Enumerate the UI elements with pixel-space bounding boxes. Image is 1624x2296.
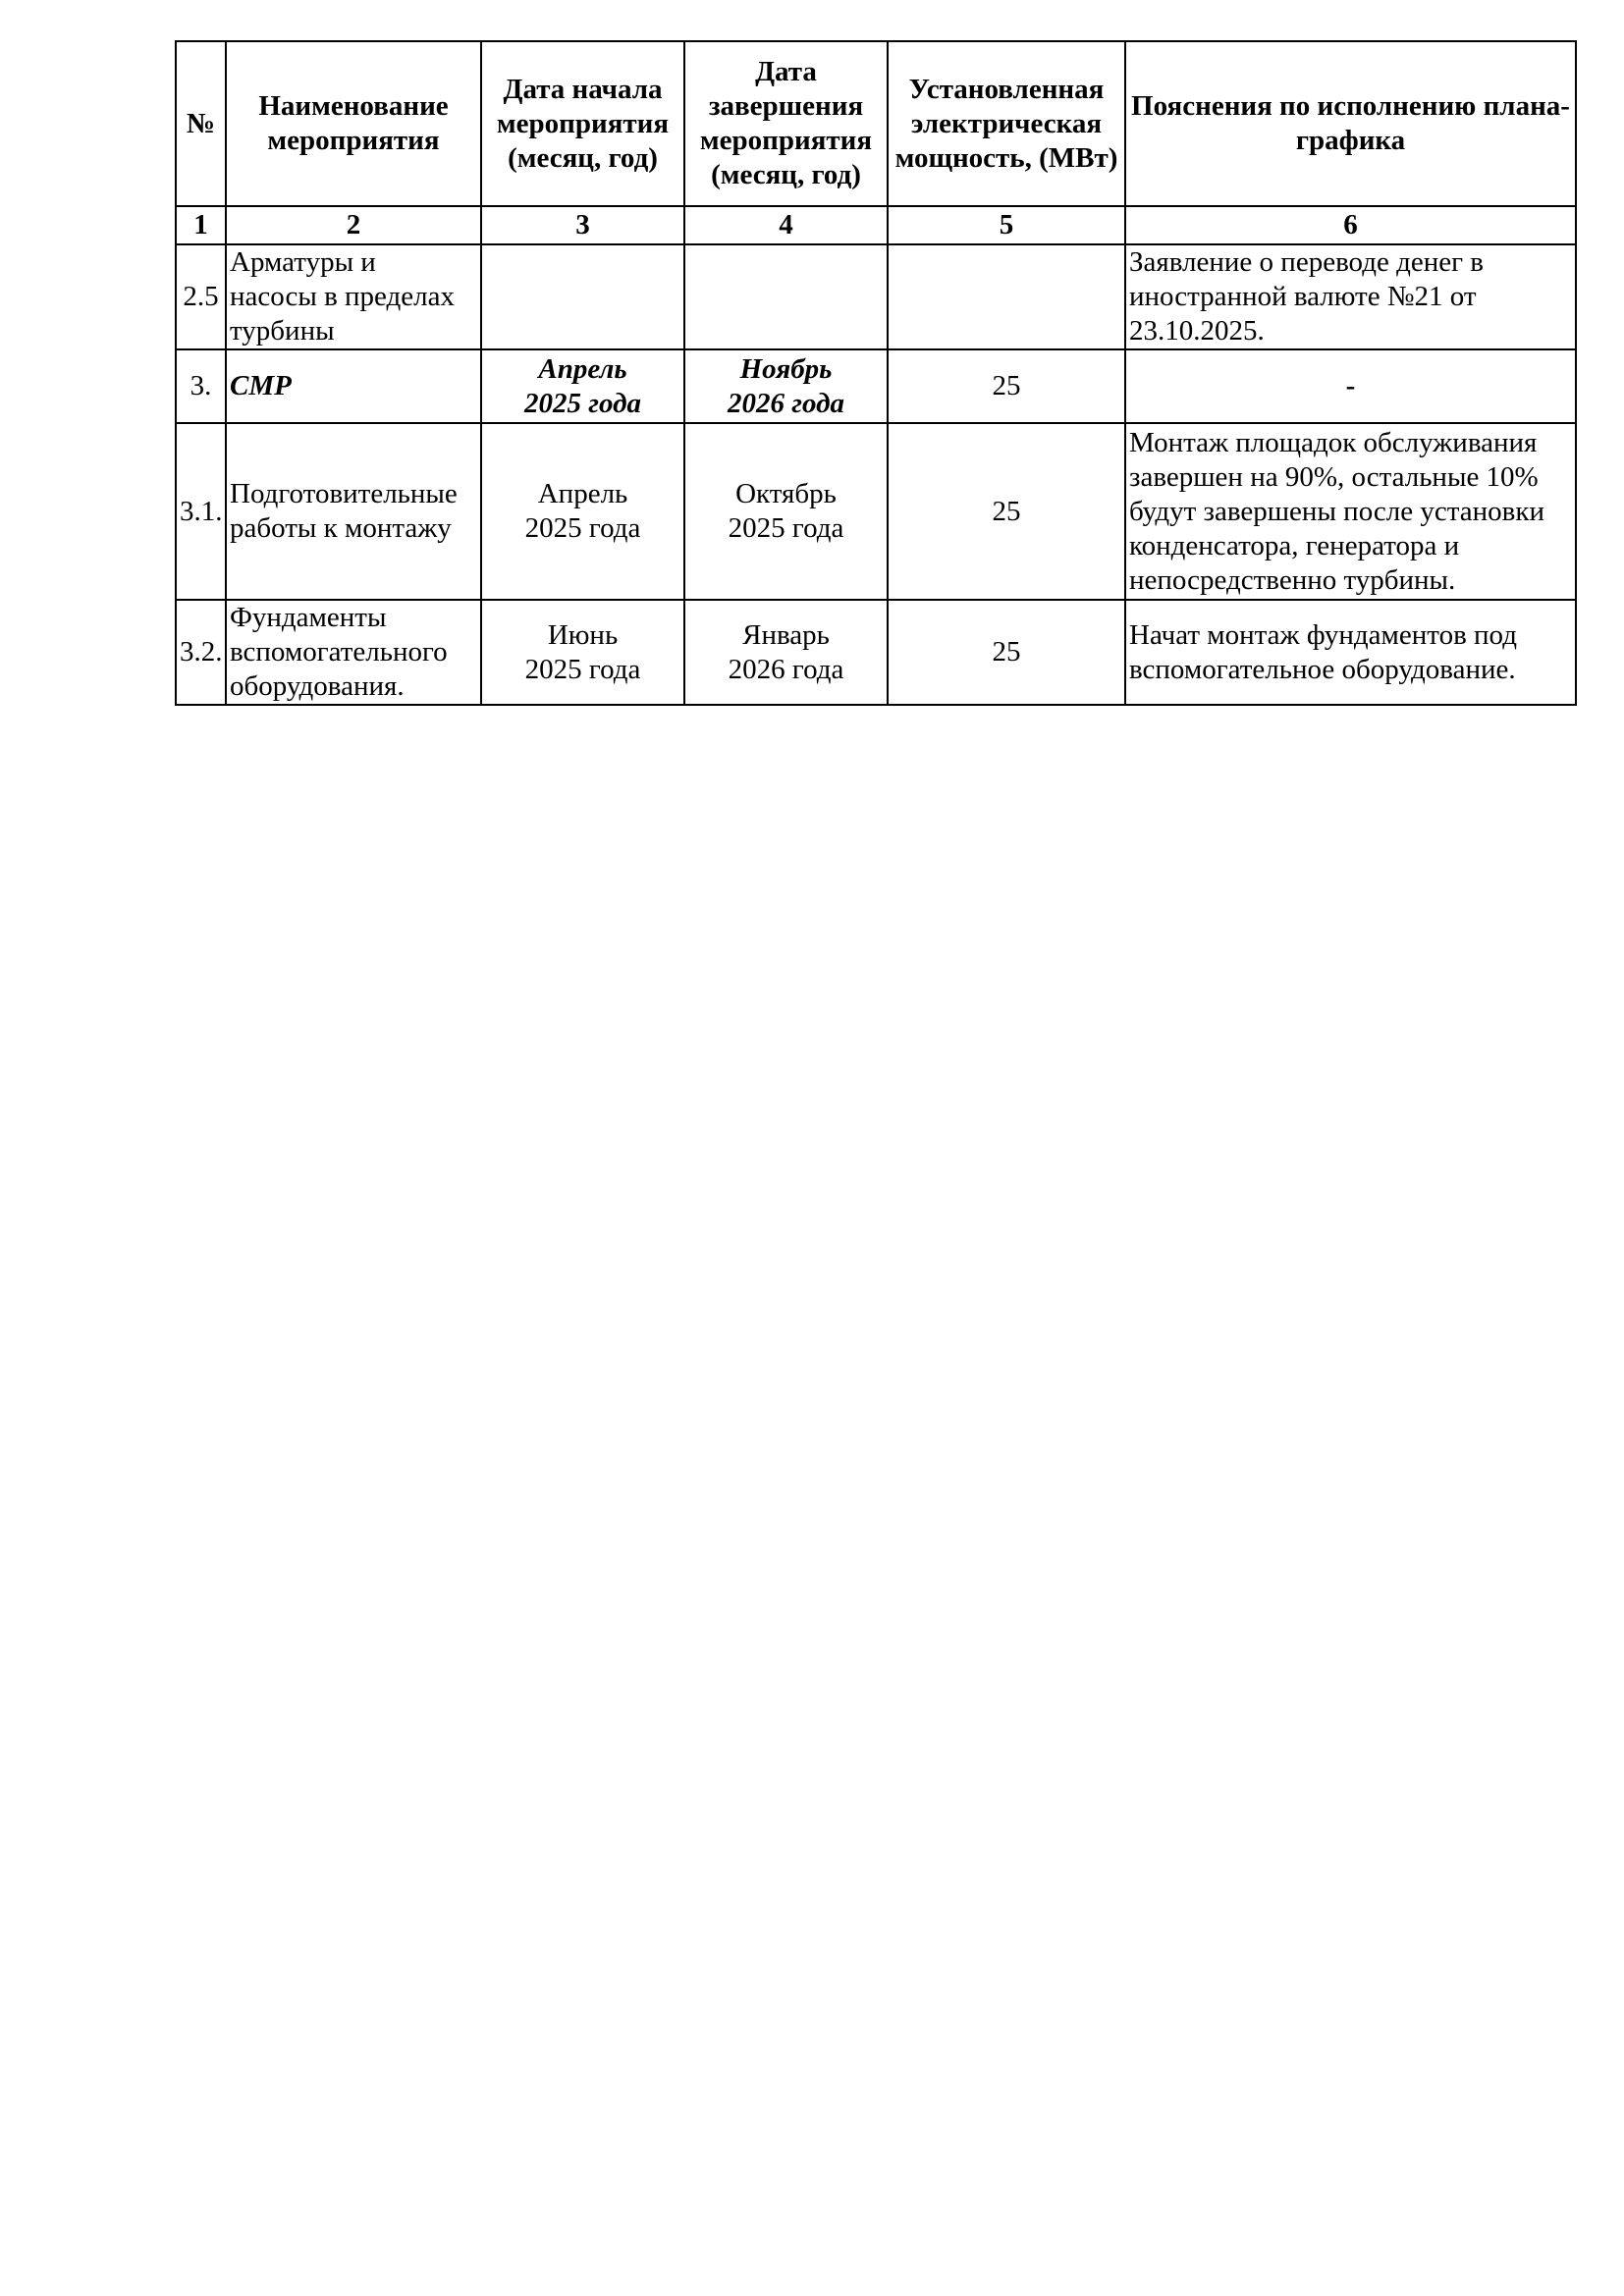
start-date xyxy=(481,600,684,705)
event-name xyxy=(226,349,481,423)
note-line: иностранной валюте №21 от xyxy=(1129,281,1477,312)
note-line: - xyxy=(1345,370,1356,401)
column-number: 3 xyxy=(481,206,684,244)
event-name-line: Подготовительные xyxy=(230,478,458,509)
end-date-line: 2026 года xyxy=(728,387,844,419)
start-date-line: Июнь xyxy=(547,618,619,651)
note-line: вспомогательное оборудование. xyxy=(1129,653,1516,685)
header-start-date: Дата начала мероприятия (месяц, год) xyxy=(481,41,684,206)
note xyxy=(1125,423,1576,600)
table-row xyxy=(176,349,1576,423)
column-number: 1 xyxy=(176,206,226,244)
note xyxy=(1125,349,1576,423)
column-number: 6 xyxy=(1125,206,1576,244)
table-row xyxy=(176,600,1576,705)
event-name-line: СМР xyxy=(230,370,292,401)
note-line: Начат монтаж фундаментов под xyxy=(1129,618,1517,651)
end-date xyxy=(684,349,888,423)
event-name xyxy=(226,423,481,600)
table-row xyxy=(176,423,1576,600)
note-line: конденсатора, генератора и xyxy=(1129,529,1460,561)
row-number: 3.2. xyxy=(176,600,226,705)
note-line: Заявление о переводе денег в xyxy=(1129,246,1484,278)
table-row xyxy=(176,244,1576,349)
event-name-line: Фундаменты xyxy=(230,602,387,633)
start-date-line: 2025 года xyxy=(524,512,641,544)
event-name-line: турбины xyxy=(230,315,335,347)
header-end-date: Дата завершения мероприятия (месяц, год) xyxy=(684,41,888,206)
event-name-line: работы к монтажу xyxy=(230,512,452,544)
event-name-line: Арматуры и xyxy=(230,246,376,278)
note xyxy=(1125,600,1576,705)
note-line: будут завершены после установки xyxy=(1129,495,1544,527)
power-value xyxy=(888,244,1125,349)
column-number: 5 xyxy=(888,206,1125,244)
start-date xyxy=(481,244,684,349)
event-name xyxy=(226,244,481,349)
note-line: 23.10.2025. xyxy=(1129,315,1265,347)
note-line: Монтаж площадок обслуживания xyxy=(1129,426,1538,458)
header-notes: Пояснения по исполнению плана-графика xyxy=(1125,41,1576,206)
event-name-line: оборудования. xyxy=(230,670,405,702)
row-number: 3. xyxy=(176,349,226,423)
start-date xyxy=(481,423,684,600)
column-number: 4 xyxy=(684,206,888,244)
row-number: 2.5 xyxy=(176,244,226,349)
start-date-line: Апрель xyxy=(538,352,627,385)
column-number-row xyxy=(176,206,1576,244)
power-value: 25 xyxy=(888,600,1125,705)
row-number: 3.1. xyxy=(176,423,226,600)
end-date-line: 2026 года xyxy=(728,653,844,685)
end-date xyxy=(684,423,888,600)
power-value: 25 xyxy=(888,423,1125,600)
end-date xyxy=(684,600,888,705)
end-date-line: Октябрь xyxy=(735,478,837,509)
note-line: завершен на 90%, остальные 10% xyxy=(1129,460,1539,493)
note-line: непосредственно турбины. xyxy=(1129,563,1456,596)
end-date-line: 2025 года xyxy=(728,512,844,544)
start-date-line: 2025 года xyxy=(524,387,641,419)
end-date xyxy=(684,244,888,349)
power-value: 25 xyxy=(888,349,1125,423)
header-power: Установленная электрическая мощность, (МВт) xyxy=(888,41,1125,206)
end-date-line: Январь xyxy=(742,618,830,651)
header-num: № xyxy=(176,41,226,206)
event-name xyxy=(226,600,481,705)
event-name-line: насосы в пределах xyxy=(230,281,456,312)
event-name-line: вспомогательного xyxy=(230,636,448,667)
start-date-line: 2025 года xyxy=(524,653,641,685)
header-name: Наименование мероприятия xyxy=(226,41,481,206)
schedule-table xyxy=(175,40,1577,706)
start-date xyxy=(481,349,684,423)
end-date-line: Ноябрь xyxy=(739,352,833,385)
table-header-row xyxy=(176,41,1576,206)
start-date-line: Апрель xyxy=(537,478,628,509)
column-number: 2 xyxy=(226,206,481,244)
note xyxy=(1125,244,1576,349)
